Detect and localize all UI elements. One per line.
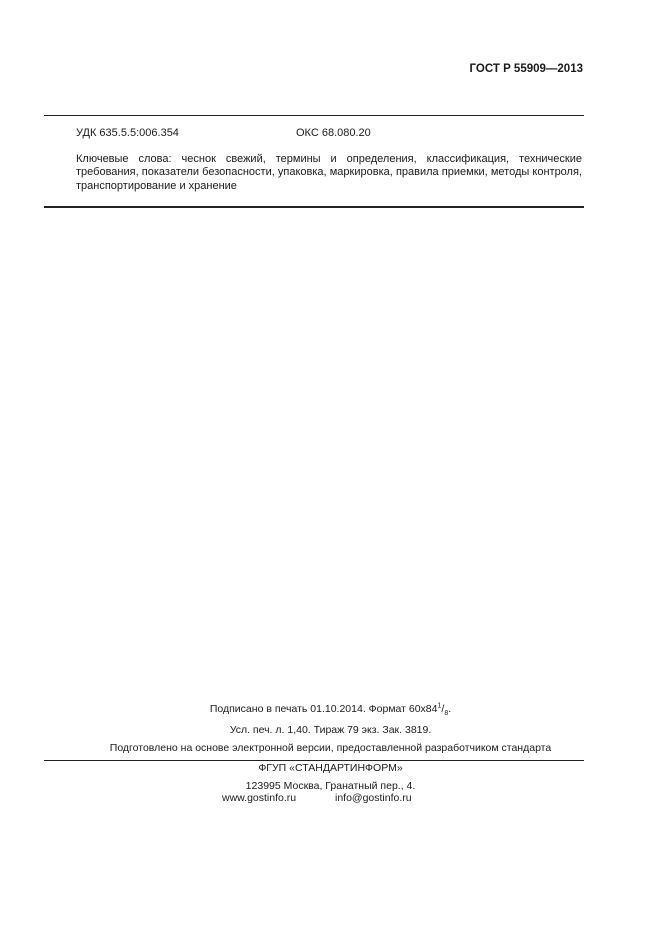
publisher-address: 123995 Москва, Гранатный пер., 4. (245, 780, 416, 792)
email-link[interactable]: info@gostinfo.ru (335, 792, 412, 804)
prepared-note: Подготовлено на основе электронной версии, предоставленной разработчиком стандарта (109, 742, 552, 754)
keywords-bottom-divider (44, 206, 584, 208)
print-sheets-line: Усл. печ. л. 1,40. Тираж 79 экз. Зак. 3819. (229, 724, 432, 736)
signed-for-print-line: Подписано в печать 01.10.2014. Формат $60x84^1/_8$. (209, 702, 452, 718)
signed-for-print-text: Подписано в печать 01.10.2014. Формат 60x84 (209, 703, 438, 715)
top-divider (44, 115, 584, 116)
imprint-divider (44, 760, 584, 761)
website-link[interactable]: www.gostinfo.ru (222, 792, 297, 804)
keywords-paragraph: Ключевые слова: чеснок свежий, термины и определения, классификация, технические требования, показатели безопасности, упаковка, маркировка, правила приемки, методы контроля, транспортирование и хранение (76, 153, 582, 192)
format-denominator: 8 (444, 710, 449, 718)
udk-code: УДК 635.5.5:006.354 (76, 127, 179, 139)
standard-number: ГОСТ Р 55909—2013 (469, 63, 583, 75)
publisher-name: ФГУП «СТАНДАРТИНФОРМ» (258, 762, 403, 774)
format-numerator: 1 (437, 702, 442, 710)
oks-code: ОКС 68.080.20 (296, 127, 371, 139)
format-suffix: . (448, 703, 452, 715)
